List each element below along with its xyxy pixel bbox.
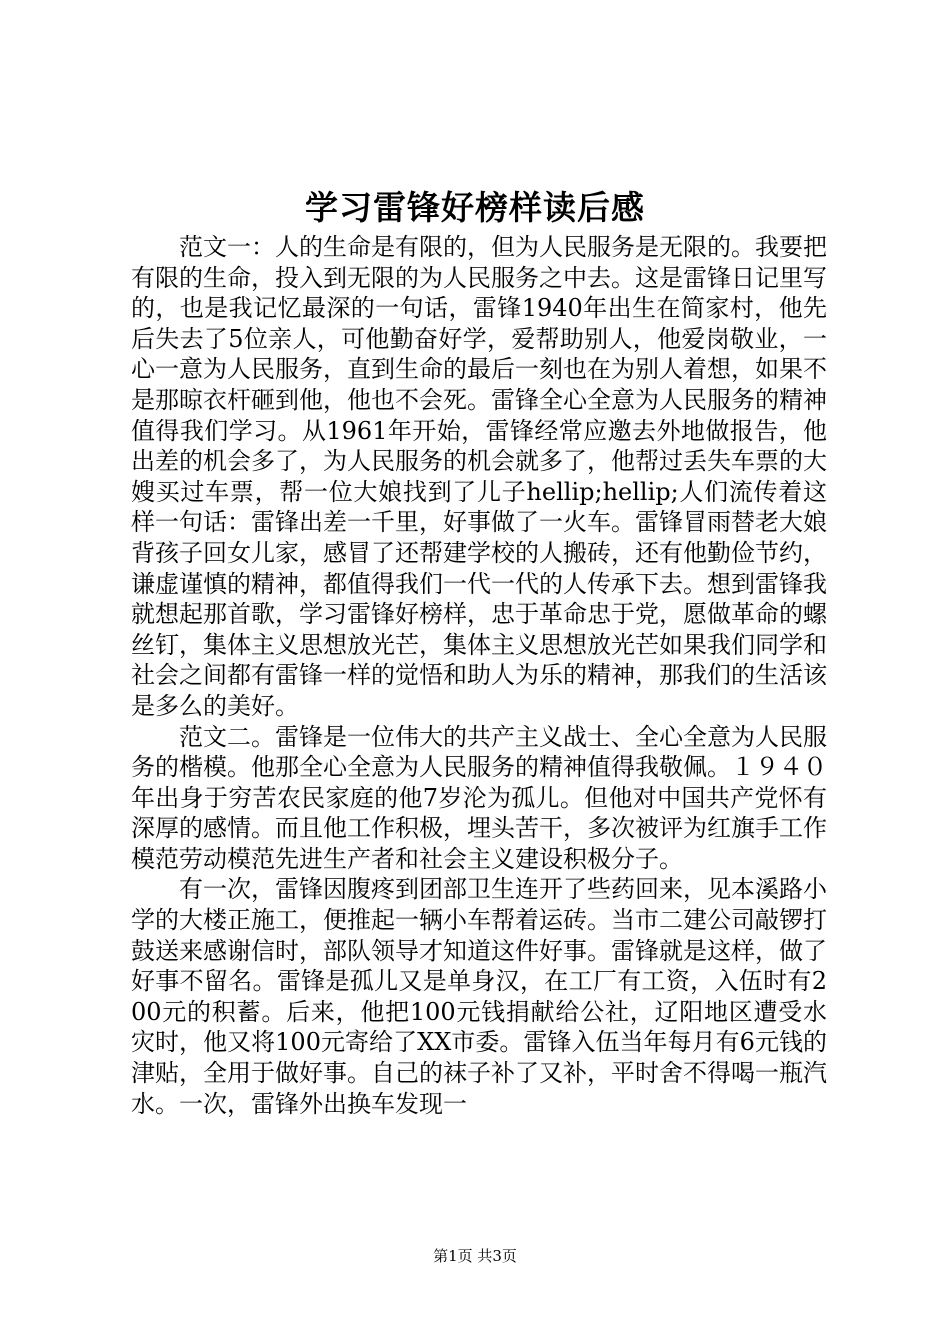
document-title: 学习雷锋好榜样读后感 bbox=[305, 188, 645, 227]
page-number-footer: 第1页 共3页 bbox=[433, 1247, 517, 1265]
paragraph-sample-two-continued: 有一次，雷锋因腹疼到团部卫生连开了些药回来，见本溪路小学的大楼正施工，便推起一辆小车帮着运砖。当市二建公司敲锣打鼓送来感谢信时，部队领导才知道这件好事。雷锋就是这样，做了好事不留名。雷锋是孤儿又是单身汉，在工厂有工资，入伍时有200元的积蓄。后来，他把100元钱捐献给公社，辽阳地区遭受水灾时，他又将100元寄给了XX市委。雷锋入伍当年每月有6元钱的津贴，全用于做好事。自己的袜子补了又补，平时舍不得喝一瓶汽水。一次，雷锋外出换车发现一 bbox=[131, 875, 827, 1118]
document-body bbox=[131, 232, 827, 1119]
paragraph-sample-one: 范文一：人的生命是有限的，但为人民服务是无限的。我要把有限的生命，投入到无限的为人民服务之中去。这是雷锋日记里写的，也是我记忆最深的一句话，雷锋1940年出生在简家村，他先后失去了5位亲人，可他勤奋好学，爱帮助别人，他爱岗敬业，一心一意为人民服务，直到生命的最后一刻也在为别人着想，如果不是那晾衣杆砸到他，他也不会死。雷锋全心全意为人民服务的精神值得我们学习。从1961年开始，雷锋经常应邀去外地做报告，他出差的机会多了，为人民服务的机会就多了，他帮过丢失车票的大嫂买过车票，帮一位大娘找到了儿子hellip;hellip;人们流传着这样一句话：雷锋出差一千里，好事做了一火车。雷锋冒雨替老大娘背孩子回女儿家，感冒了还帮建学校的人搬砖，还有他勤俭节约，谦虚谨慎的精神，都值得我们一代一代的人传承下去。想到雷锋我就想起那首歌，学习雷锋好榜样，忠于革命忠于党，愿做革命的螺丝钉，集体主义思想放光芒，集体主义思想放光芒如果我们同学和社会之间都有雷锋一样的觉悟和助人为乐的精神，那我们的生活该是多么的美好。 bbox=[131, 233, 827, 720]
paragraph-sample-two: 范文二。雷锋是一位伟大的共产主义战士、全心全意为人民服务的楷模。他那全心全意为人民服务的精神值得我敬佩。１９４０年出身于穷苦农民家庭的他7岁沦为孤儿。但他对中国共产党怀有深厚的感情。而且他工作积极，埋头苦干，多次被评为红旗手工作模范劳动模范先进生产者和社会主义建设积极分子。 bbox=[131, 722, 827, 873]
